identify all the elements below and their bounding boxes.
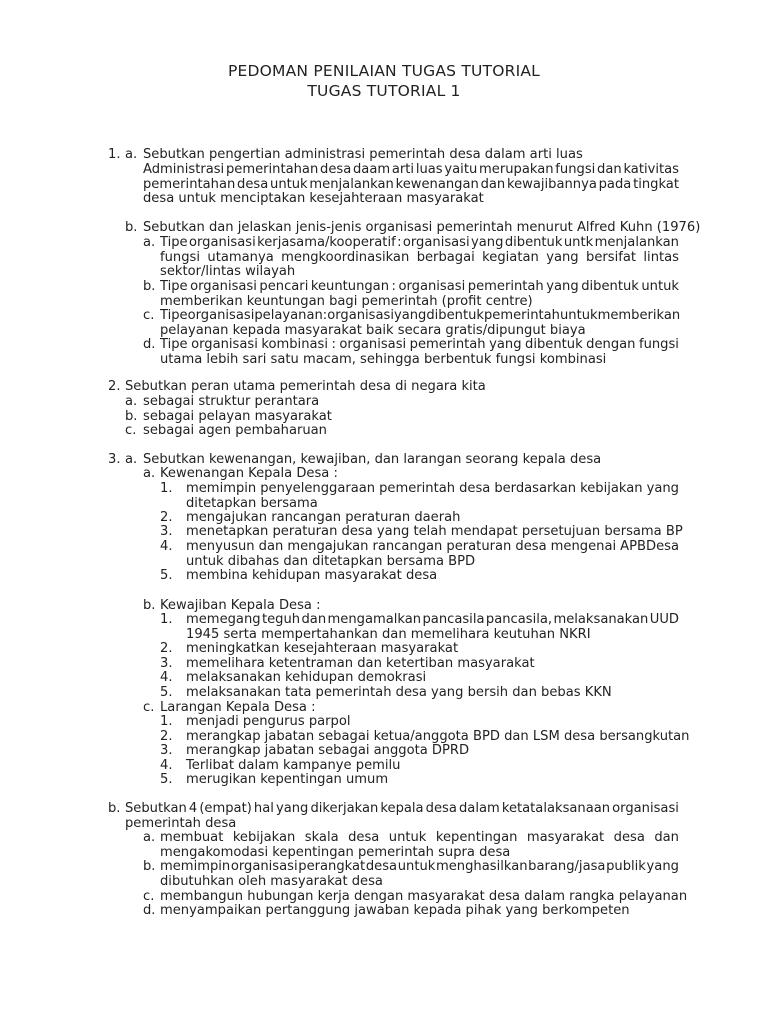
list-item-label: b. [125,408,138,424]
list-item-text: Tipe organisasi kerjasama/kooperatif : organisasi yang dibentuk untk menjalankan [160,235,679,250]
numbered-item-text: melaksanakan tata pemerintah desa yang bersih dan bebas KKN [186,685,612,700]
numbered-item-label: 5. [160,568,173,583]
numbered-item-text: memimpin penyelenggaraan pemerintah desa berdasarkan kebijakan yang [186,481,679,496]
question-number: 2. [108,379,121,394]
list-item-text: mengakomodasi kepentingan pemerintah supra desa [160,844,511,860]
question-number: 1. [108,147,121,162]
list-item-label: c. [125,423,137,439]
kewajiban-heading: Kewajiban Kepala Desa : [160,598,321,613]
numbered-item-text: untuk dibahas dan ditetapkan bersama BPD [186,553,476,569]
list-item-text: menyampaikan pertanggung jawaban kepada pihak yang berkompeten [160,903,630,918]
kewenangan-heading: Kewenangan Kepala Desa : [160,466,338,481]
numbered-item-label: 3. [160,743,173,758]
larangan-heading: Larangan Kepala Desa : [160,700,316,715]
question-text: Sebutkan peran utama pemerintah desa di negara kita [125,379,486,394]
list-item-label: a. [125,394,138,409]
list-item-text: membangun hubungan kerja dengan masyarakat desa dalam rangka pelayanan [160,889,688,904]
numbered-item-text: melaksanakan kehidupan demokrasi [186,670,427,685]
sub-question-text: Sebutkan pengertian administrasi pemerintah desa dalam arti luas [143,147,583,162]
numbered-item-text: membina kehidupan masyarakat desa [186,568,438,583]
list-item-text: membuat kebijakan skala desa untuk kepentingan masyarakat desa dan [160,830,679,845]
numbered-item-label: 3. [160,524,173,539]
sub-question-text: Sebutkan 4 (empat) hal yang dikerjakan kepala desa dalam ketatalaksanaan organisasi [125,801,679,816]
sub-question-text: pemerintah desa [125,815,237,831]
numbered-item-text: 1945 serta mempertahankan dan memelihara keutuhan NKRI [186,626,591,642]
document-subtitle: TUGAS TUTORIAL 1 [307,82,461,100]
sub-question-text: Sebutkan dan jelaskan jenis-jenis organisasi pemerintah menurut Alfred Kuhn (1976) [143,220,701,235]
list-item-text: fungsi utamanya mengkoordinasikan berbagai kegiatan yang bersifat lintas [160,249,679,265]
numbered-item-text: memelihara ketentraman dan ketertiban masyarakat [186,656,535,671]
list-item-label: d. [143,337,156,352]
numbered-item-text: ditetapkan bersama [186,495,318,511]
numbered-item-label: 1. [160,612,173,627]
list-item-text: Tipe organisasi pencari keuntungan : organisasi pemerintah yang dibentuk untuk [160,279,679,294]
numbered-item-label: 2. [160,641,173,656]
numbered-item-label: 5. [160,685,173,700]
numbered-item-label: 1. [160,481,173,496]
numbered-item-text: menjadi pengurus parpol [186,714,351,729]
numbered-item-label: 4. [160,539,173,554]
list-item-text: sebagai struktur perantara [143,394,320,409]
answer-text: Administrasi pemerintahan desa daam arti luas yaitu merupakan fungsi dan kativitas [143,162,679,177]
sub-question-text: Sebutkan kewenangan, kewajiban, dan larangan seorang kepala desa [143,452,602,467]
numbered-item-text: memegang teguh dan mengamalkan pancasila pancasila, melaksanakan UUD [186,612,679,627]
numbered-item-text: menyusun dan mengajukan rancangan peraturan desa mengenai APBDesa [186,539,679,554]
list-item-label: b. [143,279,156,294]
numbered-item-label: 2. [160,510,173,525]
larangan-label: c. [143,700,155,715]
list-item-label: c. [143,308,155,323]
numbered-item-text: mengajukan rancangan peraturan daerah [186,510,461,525]
numbered-item-text: menetapkan peraturan desa yang telah mendapat persetujuan bersama BP [186,524,683,539]
list-item-label: a. [143,830,156,845]
sub-question-label: a. [125,147,138,162]
list-item-text: memberikan keuntungan bagi pemerintah (profit centre) [160,293,533,309]
sub-question-label: a. [125,452,138,467]
list-item-text: dibutuhkan oleh masyarakat desa [160,873,383,889]
sub-question-label: b. [108,801,121,816]
list-item-text: utama lebih sari satu macam, sehingga berbentuk fungsi kombinasi [160,351,607,367]
numbered-item-text: Terlibat dalam kampanye pemilu [186,758,401,773]
numbered-item-text: merangkap jabatan sebagai ketua/anggota BPD dan LSM desa bersangkutan [186,729,690,744]
answer-text: desa untuk menciptakan kesejahteraan masyarakat [143,191,484,207]
list-item-label: b. [143,859,156,874]
list-item-text: pelayanan kepada masyarakat baik secara gratis/dipungut biaya [160,322,586,338]
list-item-text: sektor/lintas wilayah [160,264,296,280]
list-item-text: Tipe organisasi pelayanan : organisasi yang dibentuk pemerintah untuk memberikan [160,308,681,323]
numbered-item-text: merangkap jabatan sebagai anggota DPRD [186,743,470,758]
list-item-text: sebagai agen pembaharuan [143,423,327,439]
numbered-item-label: 5. [160,772,173,787]
document-title: PEDOMAN PENILAIAN TUGAS TUTORIAL [227,62,541,80]
question-number: 3. [108,452,121,467]
list-item-text: sebagai pelayan masyarakat [143,408,332,424]
numbered-item-text: merugikan kepentingan umum [186,772,389,787]
list-item-label: c. [143,889,155,904]
list-item-label: d. [143,903,156,918]
numbered-item-label: 4. [160,670,173,685]
numbered-item-label: 4. [160,758,173,773]
numbered-item-label: 1. [160,714,173,729]
answer-text: pemerintahan desa untuk menjalankan kewenangan dan kewajibannya pada tingkat [143,176,679,192]
list-item-label: a. [143,235,156,250]
list-item-text: memimpin organisasi perangkat desa untuk menghasilkan barang/jasa publik yang [160,859,679,874]
kewenangan-label: a. [143,466,156,481]
numbered-item-text: meningkatkan kesejahteraan masyarakat [186,641,459,656]
numbered-item-label: 3. [160,656,173,671]
kewajiban-label: b. [143,598,156,613]
sub-question-label: b. [125,220,138,235]
numbered-item-label: 2. [160,729,173,744]
list-item-text: Tipe organisasi kombinasi : organisasi pemerintah yang dibentuk dengan fungsi [160,337,679,352]
